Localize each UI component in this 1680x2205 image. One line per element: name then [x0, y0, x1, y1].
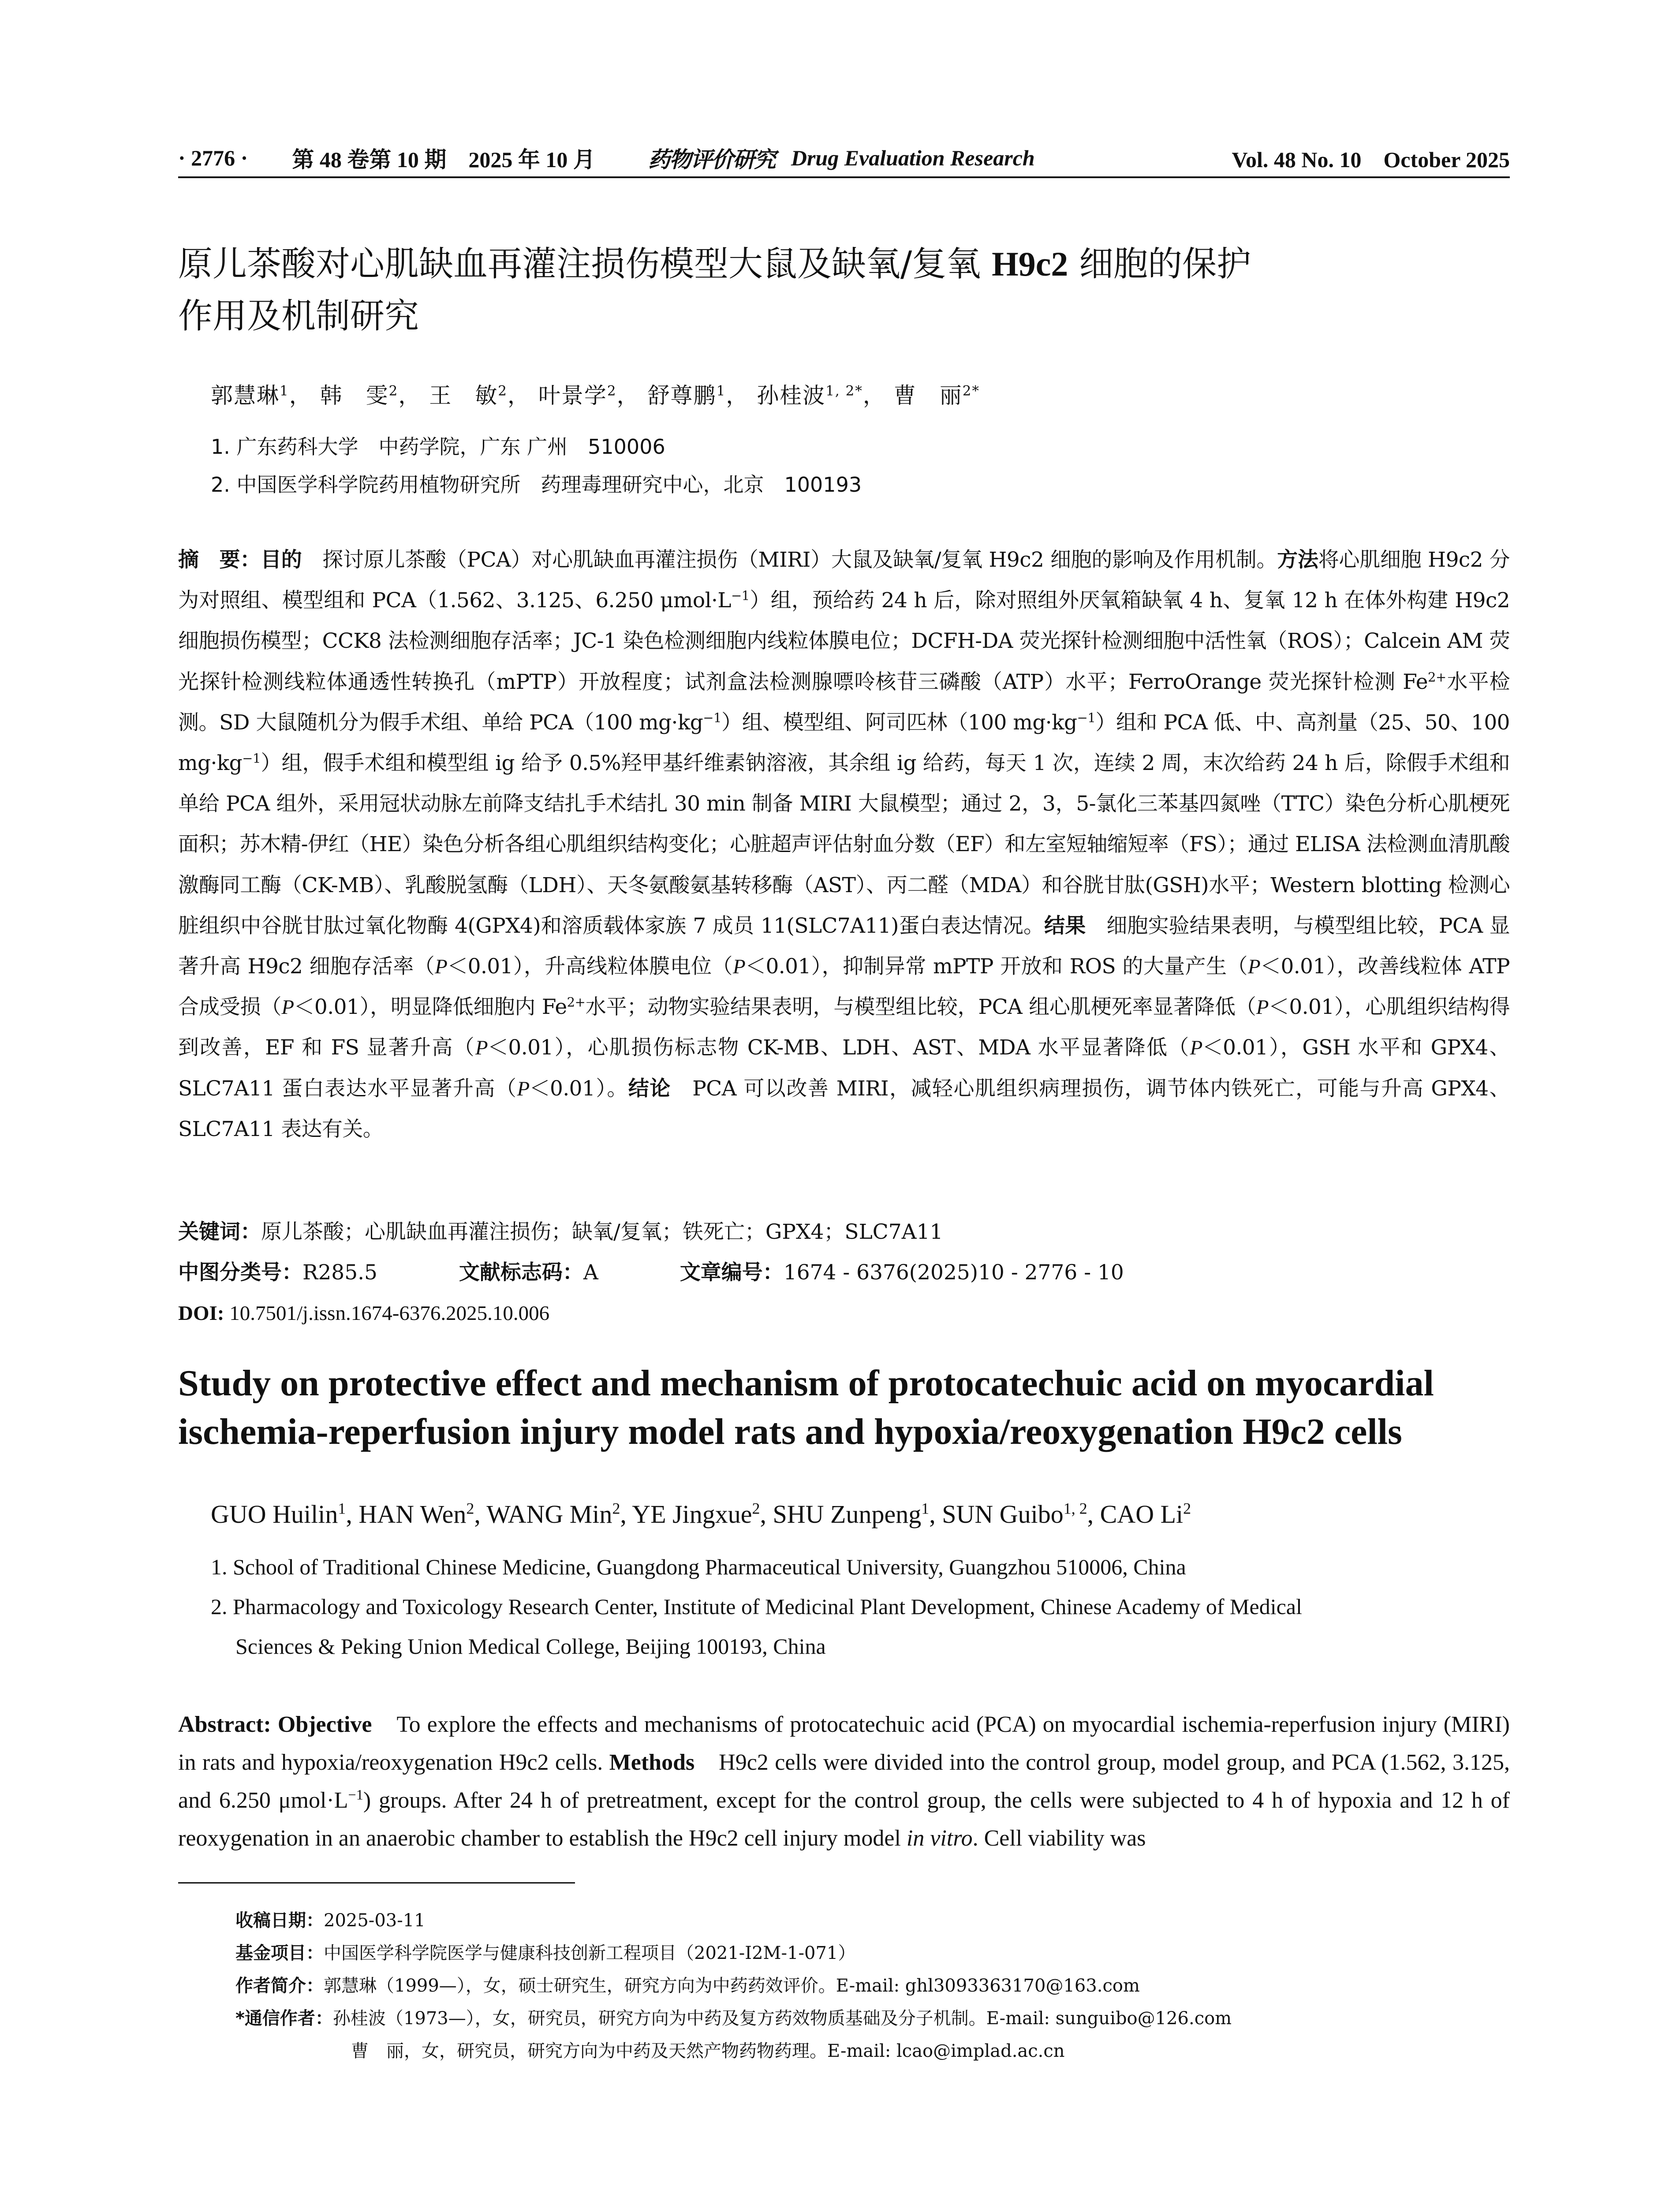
keywords-cn: 关键词：原儿茶酸；心肌缺血再灌注损伤；缺氧/复氧；铁死亡；GPX4；SLC7A11	[178, 1220, 943, 1244]
doi-line: DOI: 10.7501/j.issn.1674-6376.2025.10.006	[178, 1302, 550, 1325]
author: SUN Guibo	[942, 1500, 1064, 1529]
header-rule	[178, 176, 1510, 178]
affiliation-en-1: 1. School of Traditional Chinese Medicine, Guangdong Pharmaceutical University, Guangzhou 510006, China	[211, 1555, 1186, 1579]
running-header	[178, 142, 1510, 174]
author: 郭慧琳	[211, 383, 280, 408]
author: 曹 丽	[893, 383, 963, 408]
author: 叶景学	[538, 383, 607, 408]
footnote-author-bio: 作者简介：郭慧琳（1999—），女，硕士研究生，研究方向为中药药效评价。E-mail: ghl3093363170@163.com	[235, 1976, 1140, 1996]
footnote-fund: 基金项目：中国医学科学院医学与健康科技创新工程项目（2021-I2M-1-071）	[235, 1943, 856, 1963]
footnote-corresponding: *通信作者：孙桂波（1973—），女，研究员，研究方向为中药及复方药效物质基础及分子机制。E-mail: sunguibo@126.com	[235, 2008, 1232, 2029]
author: HAN Wen	[358, 1500, 467, 1529]
article-title-en: Study on protective effect and mechanism of protocatechuic acid on myocardial ischemia-reperfusion injury model rats and hypoxia/reoxygenation H9c2 cells	[178, 1363, 1434, 1452]
author: 舒尊鹏	[647, 383, 717, 408]
abstract-en: Abstract: Objective To explore the effects and mechanisms of protocatechuic acid (PCA) on myocardial ischemia-reperfusion injury (MIRI) in rats and hypoxia/reoxygenation H9c2 cells. Methods H9c2 cells were divided into the control group, model group, and PCA (1.562, 3.125, and 6.250 $\mu mol\cdot L^{-1}$) groups. After 24 h of pretreatment, except for the control group, the cells were subjected to 4 h of hypoxia and 12 h of reoxygenation in an anaerobic chamber to establish the H9c2 cell injury model in vitro. Cell viability was	[178, 1712, 1510, 1851]
footnote-rule	[178, 1882, 575, 1884]
abstract-cn: 摘 要：目的 探讨原儿茶酸（PCA）对心肌缺血再灌注损伤（MIRI）大鼠及缺氧/复氧 H9c2 细胞的影响及作用机制。方法将心肌细胞 H9c2 分为对照组、模型组和 PCA（1.562、3.125、6.250 $\mu mol\cdot L^{-1}$）组，预给药 24 h 后，除对照组外厌氧箱缺氧 4 h、复氧 12 h 在体外构建 H9c2 细胞损伤模型；CCK8 法检测细胞存活率；JC-1 染色检测细胞内线粒体膜电位；DCFH-DA 荧光探针检测细胞中活性氧（ROS）；Calcein AM 荧光探针检测线粒体通透性转换孔（mPTP）开放程度；试剂盒法检测腺嘌呤核苷三磷酸（ATP）水平；FerroOrange 荧光探针检测 $Fe^{2+}$水平检测。SD 大鼠随机分为假手术组、单给 PCA（100 $mg\cdot kg^{-1}$）组、模型组、阿司匹林（100 $mg\cdot kg^{-1}$）组和 PCA 低、中、高剂量（25、50、100 $mg\cdot kg^{-1}$）组，假手术组和模型组 ig 给予 0.5%羟甲基纤维素钠溶液，其余组 ig 给药，每天 1 次，连续 2 周，末次给药 24 h 后，除假手术组和单给 PCA 组外，采用冠状动脉左前降支结扎手术结扎 30 min 制备 MIRI 大鼠模型；通过 2，3，5-氯化三苯基四氮唑（TTC）染色分析心肌梗死面积；苏木精-伊红（HE）染色分析各组心肌组织结构变化；心脏超声评估射血分数（EF）和左室短轴缩短率（FS）；通过 ELISA 法检测血清肌酸激酶同工酶（CK-MB）、乳酸脱氢酶（LDH）、天冬氨酸氨基转移酶（AST）、丙二醛（MDA）和谷胱甘肽(GSH)水平；Western blotting 检测心脏组织中谷胱甘肽过氧化物酶 4(GPX4)和溶质载体家族 7 成员 11(SLC7A11)蛋白表达情况。结果 细胞实验结果表明，与模型组比较，PCA 显著升高 H9c2 细胞存活率（P＜0.01），升高线粒体膜电位（P＜0.01），抑制异常 mPTP 开放和 ROS 的大量产生（P＜0.01），改善线粒体 ATP 合成受损（P＜0.01），明显降低细胞内 $Fe^{2+}$水平；动物实验结果表明，与模型组比较，PCA 组心肌梗死率显著降低（P＜0.01），心肌组织结构得到改善，EF 和 FS 显著升高（P＜0.01），心肌损伤标志物 CK-MB、LDH、AST、MDA 水平显著降低（P＜0.01），GSH 水平和 GPX4、SLC7A11 蛋白表达水平显著升高（P＜0.01）。结论 PCA 可以改善 MIRI，减轻心肌组织病理损伤，调节体内铁死亡，可能与升高 GPX4、SLC7A11 表达有关。	[178, 548, 1510, 1141]
footnote-corresponding-2: 曹 丽，女，研究员，研究方向为中药及天然产物药物药理。E-mail: lcao@implad.ac.cn	[351, 2041, 1065, 2061]
affiliation-cn-1: 1. 广东药科大学 中药学院，广东 广州 510006	[211, 435, 665, 459]
page-number: · 2776 ·	[178, 146, 248, 170]
author: 孙桂波	[757, 383, 826, 408]
journal-logo: 药物评价研究	[648, 146, 775, 172]
footnote-received: 收稿日期：2025-03-11	[235, 1910, 426, 1931]
author: YE Jingxue	[632, 1500, 752, 1529]
affiliation-cn-2: 2. 中国医学科学院药用植物研究所 药理毒理研究中心，北京 100193	[211, 473, 862, 497]
article-title-cn: 原儿茶酸对心肌缺血再灌注损伤模型大鼠及缺氧/复氧 H9c2 细胞的保护 作用及机制研究	[178, 244, 1251, 336]
author: CAO Li	[1100, 1500, 1183, 1529]
author: SHU Zunpeng	[773, 1500, 922, 1529]
journal-name-en: Drug Evaluation Research	[791, 146, 1035, 170]
issue-info-en: Vol. 48 No. 10 October 2025	[1232, 147, 1510, 172]
author: 韩 雯	[320, 383, 389, 408]
author: WANG Min	[486, 1500, 612, 1529]
author-list-cn: 郭慧琳$^1$， 韩 雯$^2$， 王 敏$^2$， 叶景学$^2$， 舒尊鹏$^1$， 孙桂波$^{1, 2*}$， 曹 丽$^{2*}$	[211, 383, 980, 408]
author: 王 敏	[429, 383, 498, 408]
author-list-en: GUO Huilin$^1$, HAN Wen$^2$, WANG Min$^2$, YE Jingxue$^2$, SHU Zunpeng$^1$, SUN Guibo$^{1, 2}$, CAO Li$^2$	[211, 1499, 1191, 1529]
author: GUO Huilin	[211, 1500, 338, 1529]
affiliation-en-2: 2. Pharmacology and Toxicology Research Center, Institute of Medicinal Plant Development, Chinese Academy of Medical Sciences & Peking Union Medical College, Beijing 100193, China	[211, 1594, 1302, 1659]
issue-info-cn: 第 48 卷第 10 期 2025 年 10 月	[292, 147, 595, 172]
classification-line: 中图分类号：R285.5 文献标志码：A 文章编号：1674 - 6376(2025)10 - 2776 - 10	[178, 1260, 1124, 1285]
